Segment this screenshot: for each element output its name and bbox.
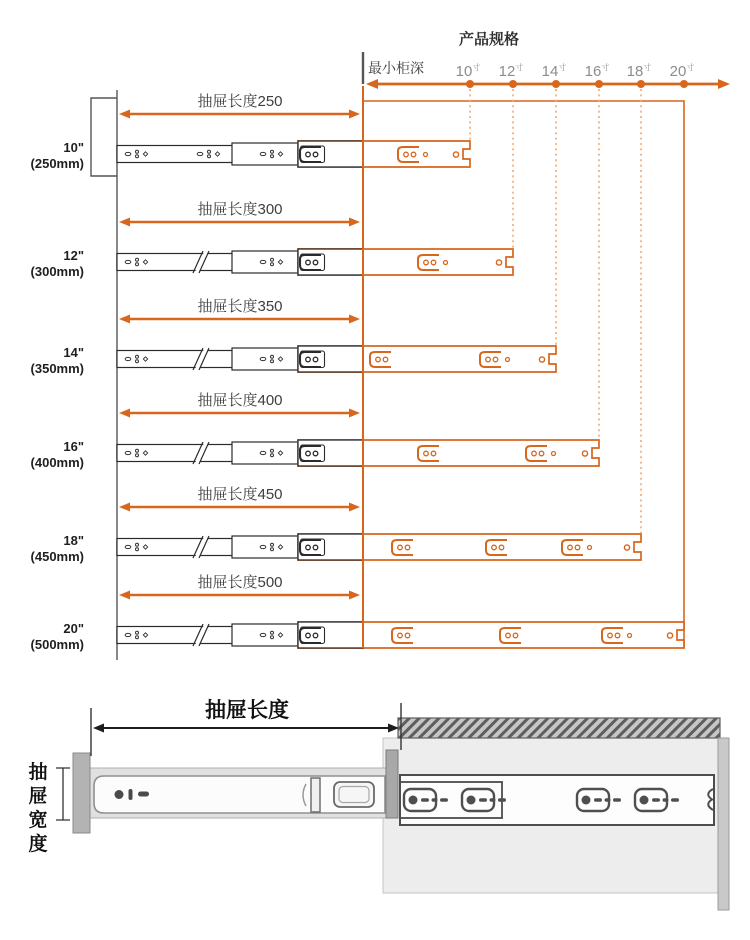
row-size-mm-label: (400mm) <box>30 455 84 470</box>
arrowhead-left <box>119 315 130 324</box>
drawer-width-title-char: 抽 <box>28 762 48 783</box>
middle-rail <box>232 536 298 558</box>
middle-rail <box>232 348 298 370</box>
cabinet-frame-outline <box>363 101 684 648</box>
row-size-inch-label: 12" <box>63 248 84 263</box>
arrowhead-right <box>349 218 360 227</box>
tick-dot <box>637 80 645 88</box>
arrowhead-right <box>718 79 730 89</box>
drawer-length-arrow <box>93 724 399 733</box>
middle-rail <box>232 143 298 165</box>
row-size-mm-label: (250mm) <box>30 156 84 171</box>
row-size-mm-label: (500mm) <box>30 637 84 652</box>
drawer-rail <box>90 768 386 818</box>
inner-rail-closed <box>298 346 363 372</box>
slide-row-18in <box>31 485 641 564</box>
middle-rail <box>232 251 298 273</box>
inner-rail-closed <box>298 141 363 167</box>
row-size-mm-label: (300mm) <box>30 264 84 279</box>
tick-dot <box>595 80 603 88</box>
arrowhead-left <box>119 110 130 119</box>
inner-rail-closed <box>298 440 363 466</box>
rail-dot-glyph <box>115 790 124 799</box>
row-size-inch-label: 14" <box>63 345 84 360</box>
drawer-width-title-char: 宽 <box>28 810 48 831</box>
tick-label: $10^寸$ <box>455 63 481 80</box>
arrowhead-right <box>349 110 360 119</box>
row-size-inch-label: 20" <box>63 621 84 636</box>
drawer-length-arrow <box>119 315 360 324</box>
inner-rail-closed <box>298 249 363 275</box>
drawer-length-label: 抽屉长度250 <box>197 93 283 110</box>
slide-row-14in <box>31 297 556 376</box>
arrowhead-right <box>388 724 399 733</box>
arrowhead-right <box>349 503 360 512</box>
inner-rail-closed <box>298 622 363 648</box>
drawer-length-arrow <box>119 218 360 227</box>
drawer-length-label: 抽屉长度400 <box>197 392 283 409</box>
latch-plate <box>311 778 320 812</box>
cabinet-rail <box>400 775 714 825</box>
min-cabinet-depth-label: 最小柜深 <box>368 60 424 76</box>
drawer-length-arrow <box>119 409 360 418</box>
tick-dot <box>680 80 688 88</box>
front-connector-bar <box>386 750 398 818</box>
row-size-inch-label: 10" <box>63 140 84 155</box>
release-handle <box>334 782 374 807</box>
inner-rail-closed <box>298 534 363 560</box>
drawer-length-title: 抽屉长度 <box>205 699 289 722</box>
arrowhead-right <box>349 591 360 600</box>
drawer-width-title-char: 屉 <box>28 786 48 807</box>
drawer-width-title-char: 度 <box>28 834 48 855</box>
arrowhead-right <box>349 409 360 418</box>
drawer-length-label: 抽屉长度450 <box>197 486 283 503</box>
drawer-length-label: 抽屉长度500 <box>197 574 283 591</box>
drawer-length-label: 抽屉长度350 <box>197 298 283 315</box>
size-axis-arrow <box>366 79 730 89</box>
width-dimension <box>28 760 70 855</box>
cabinet-top-hatched-board <box>398 718 720 738</box>
drawer-length-arrow <box>119 503 360 512</box>
row-size-inch-label: 16" <box>63 439 84 454</box>
drawer-length-arrow <box>119 110 360 119</box>
arrowhead-left <box>119 503 130 512</box>
slide-row-20in <box>31 573 684 652</box>
bottom-dimension-diagram <box>0 670 750 940</box>
tick-dot <box>509 80 517 88</box>
arrowhead-left <box>119 218 130 227</box>
slide-row-10in <box>31 92 470 171</box>
row1-bracket-outline <box>91 98 117 176</box>
arrowhead-left <box>119 409 130 418</box>
cabinet-back-strip <box>718 738 729 910</box>
tick-label: $14^寸$ <box>541 63 567 80</box>
tick-label: $18^寸$ <box>626 63 652 80</box>
product-spec-title: 产品规格 <box>458 31 520 48</box>
rail-dash-glyph <box>138 792 149 797</box>
tick-label: $12^寸$ <box>498 63 524 80</box>
arrowhead-left <box>119 591 130 600</box>
length-dimension <box>91 698 401 756</box>
drawer-length-arrow <box>119 591 360 600</box>
middle-rail <box>232 442 298 464</box>
width-dim-line <box>56 768 70 820</box>
tick-dot <box>466 80 474 88</box>
tick-label: $16^寸$ <box>584 63 610 80</box>
rail-bar-glyph <box>129 789 133 800</box>
arrowhead-left <box>93 724 104 733</box>
row-size-mm-label: (450mm) <box>30 549 84 564</box>
slide-row-16in <box>31 391 599 470</box>
row-size-mm-label: (350mm) <box>30 361 84 376</box>
tick-dot <box>552 80 560 88</box>
tick-label: $20^寸$ <box>669 63 695 80</box>
arrowhead-right <box>349 315 360 324</box>
arrowhead-left <box>366 79 378 89</box>
size-axis <box>363 30 730 89</box>
middle-rail <box>232 624 298 646</box>
drawer-front-plate <box>73 753 90 833</box>
row-size-inch-label: 18" <box>63 533 84 548</box>
slide-row-12in <box>31 200 513 279</box>
drawer-length-label: 抽屉长度300 <box>197 201 283 218</box>
